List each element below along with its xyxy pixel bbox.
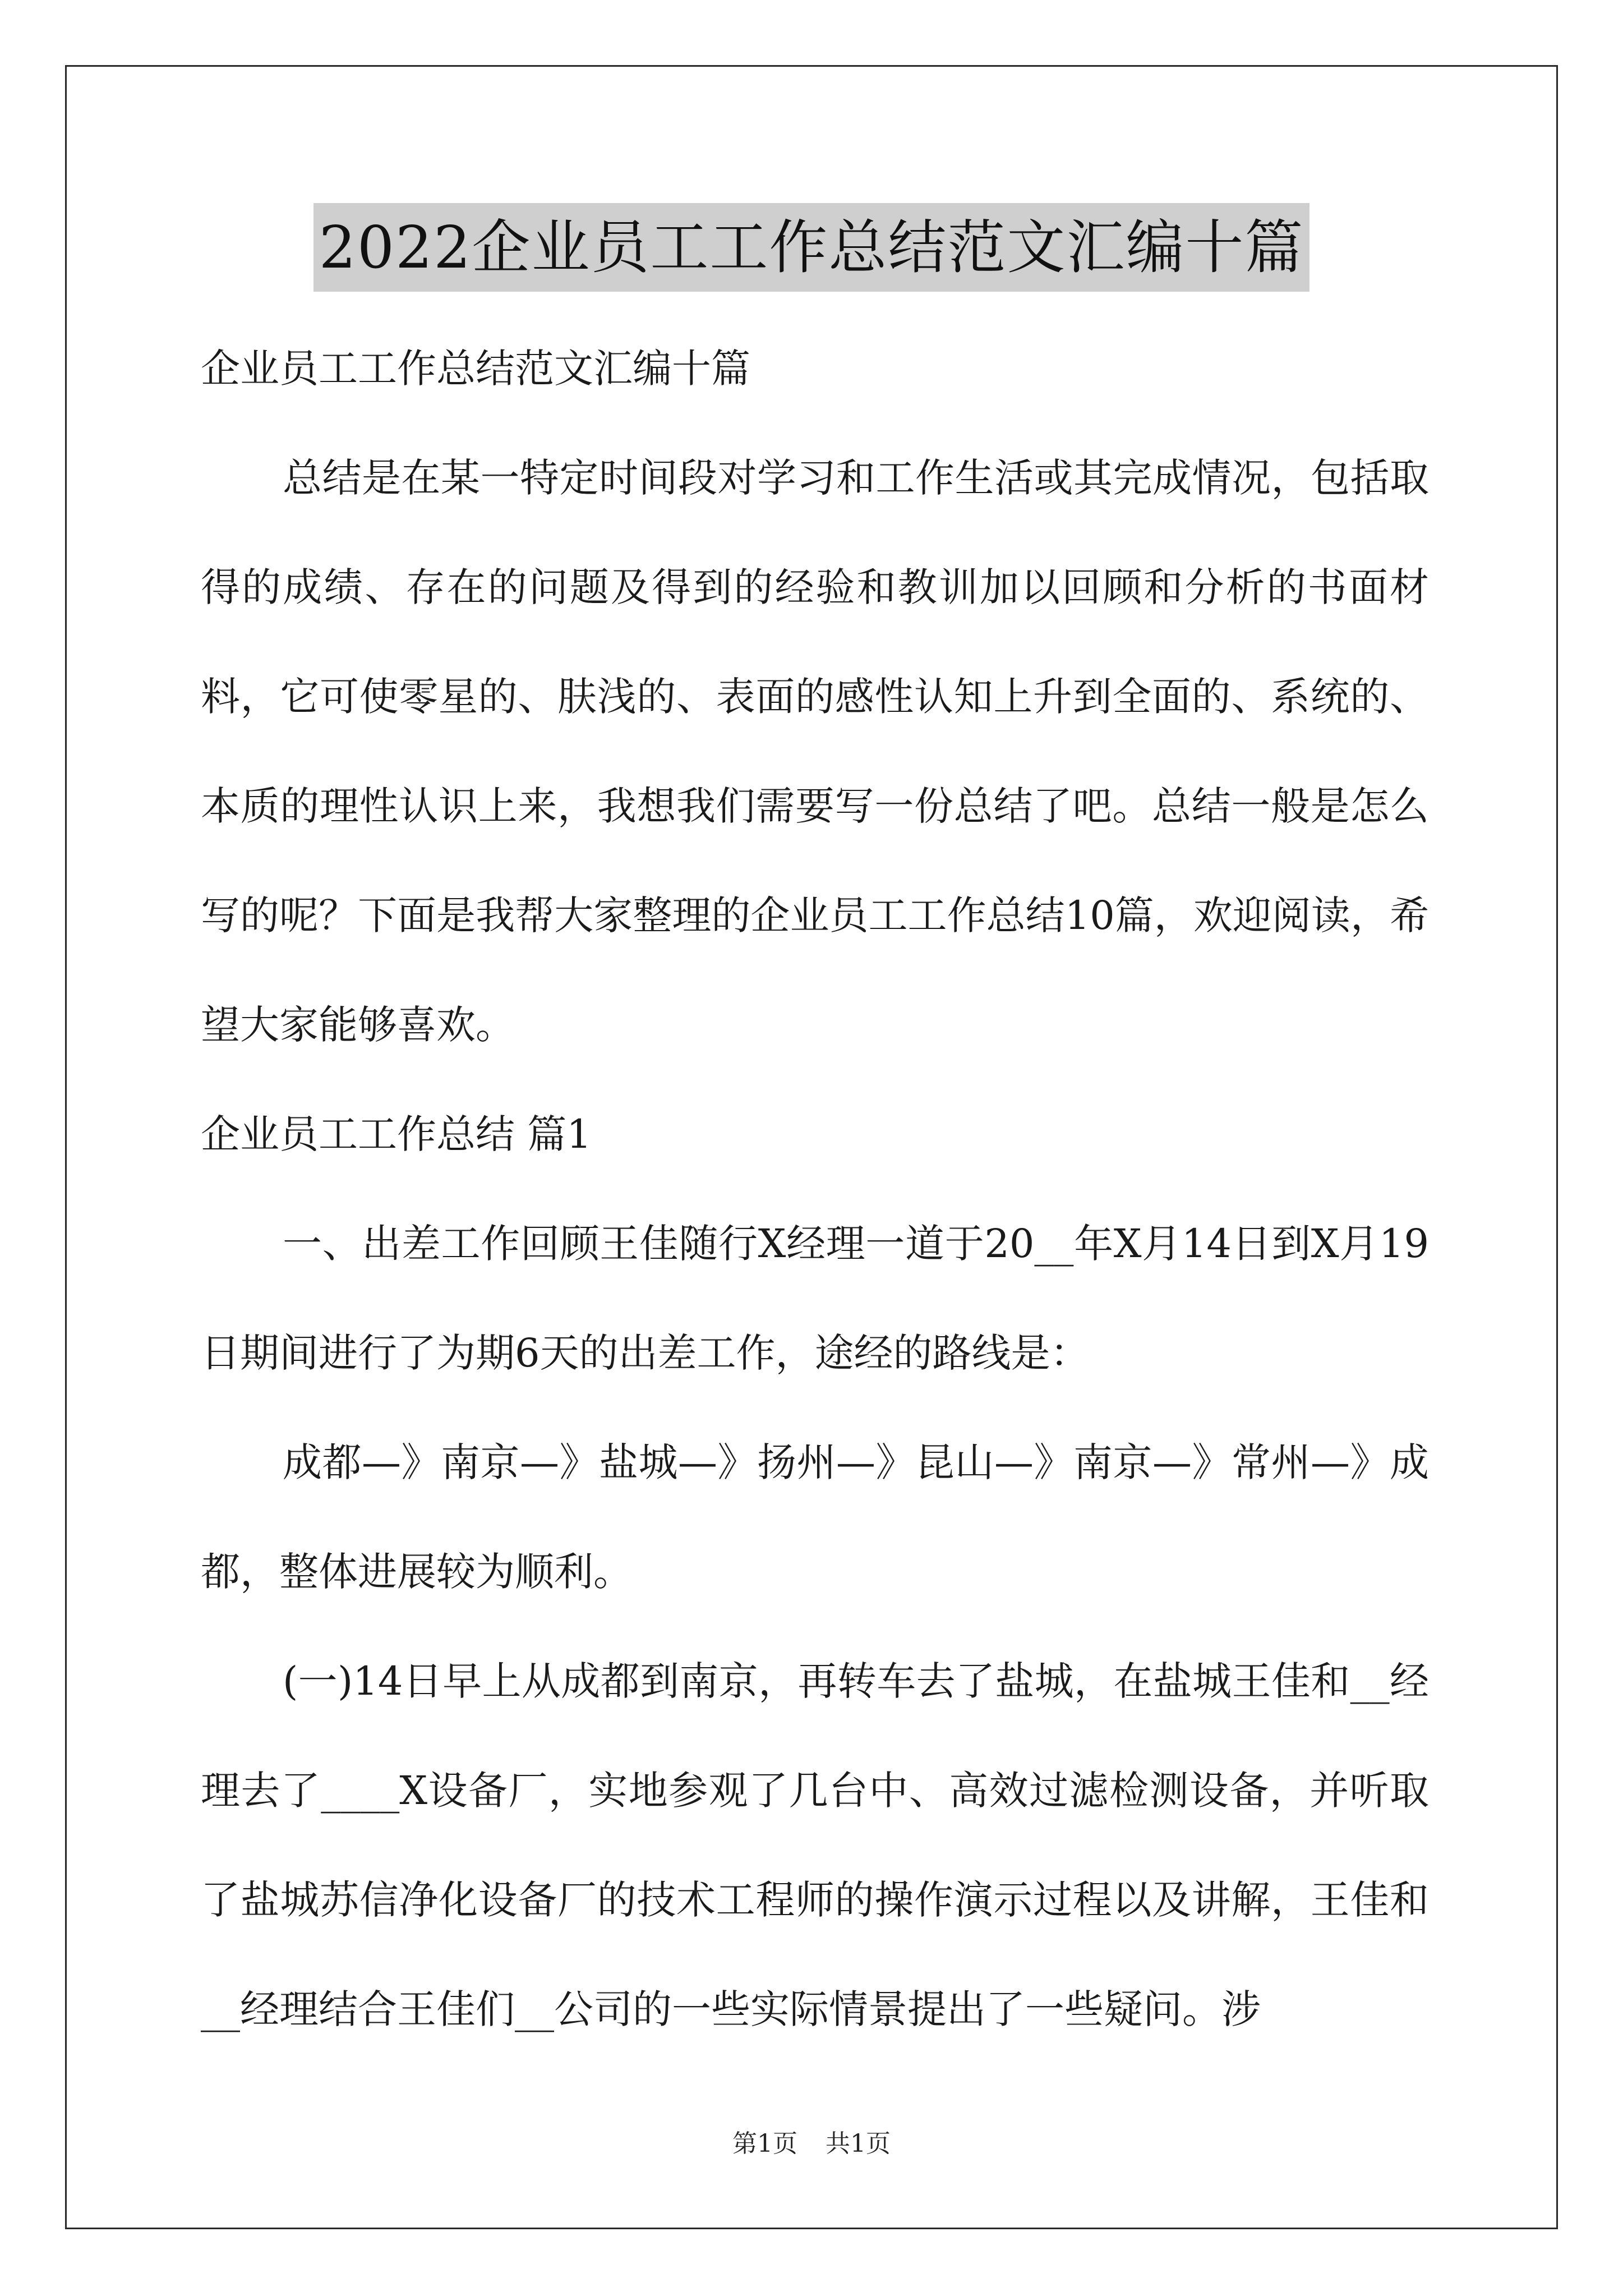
document-body	[201, 314, 1429, 2064]
page-footer	[0, 2123, 1623, 2159]
page-total: 共1页	[826, 2129, 891, 2158]
body-paragraph: 一、出差工作回顾王佳随行X经理一道于20__年X月14日到X月19日期间进行了为期6天的出差工作，途经的路线是：	[201, 1221, 1429, 1376]
body-paragraph: 成都—》南京—》盐城—》扬州—》昆山—》南京—》常州—》成都，整体进展较为顺利。	[201, 1439, 1429, 1595]
title-container	[0, 203, 1623, 292]
intro-paragraph: 总结是在某一特定时间段对学习和工作生活或其完成情况，包括取得的成绩、存在的问题及得到的经验和教训加以回顾和分析的书面材料，它可使零星的、肤浅的、表面的感性认知上升到全面的、系统的、本质的理性认识上来，我想我们需要写一份总结了吧。总结一般是怎么写的呢？下面是我帮大家整理的企业员工工作总结10篇，欢迎阅读，希望大家能够喜欢。	[201, 455, 1429, 1048]
subtitle-paragraph: 企业员工工作总结范文汇编十篇	[201, 346, 750, 392]
page-number: 第1页	[732, 2129, 797, 2158]
body-paragraph: (一)14日早上从成都到南京，再转车去了盐城，在盐城王佳和__经理去了____X设备厂，实地参观了几台中、高效过滤检测设备，并听取了盐城苏信净化设备厂的技术工程师的操作演示过程以及讲解，王佳和__经理结合王佳们__公司的一些实际情景提出了一些疑问。涉	[201, 1658, 1429, 2032]
section-heading: 企业员工工作总结 篇1	[201, 1111, 592, 1157]
document-title: 2022企业员工工作总结范文汇编十篇	[313, 203, 1310, 292]
